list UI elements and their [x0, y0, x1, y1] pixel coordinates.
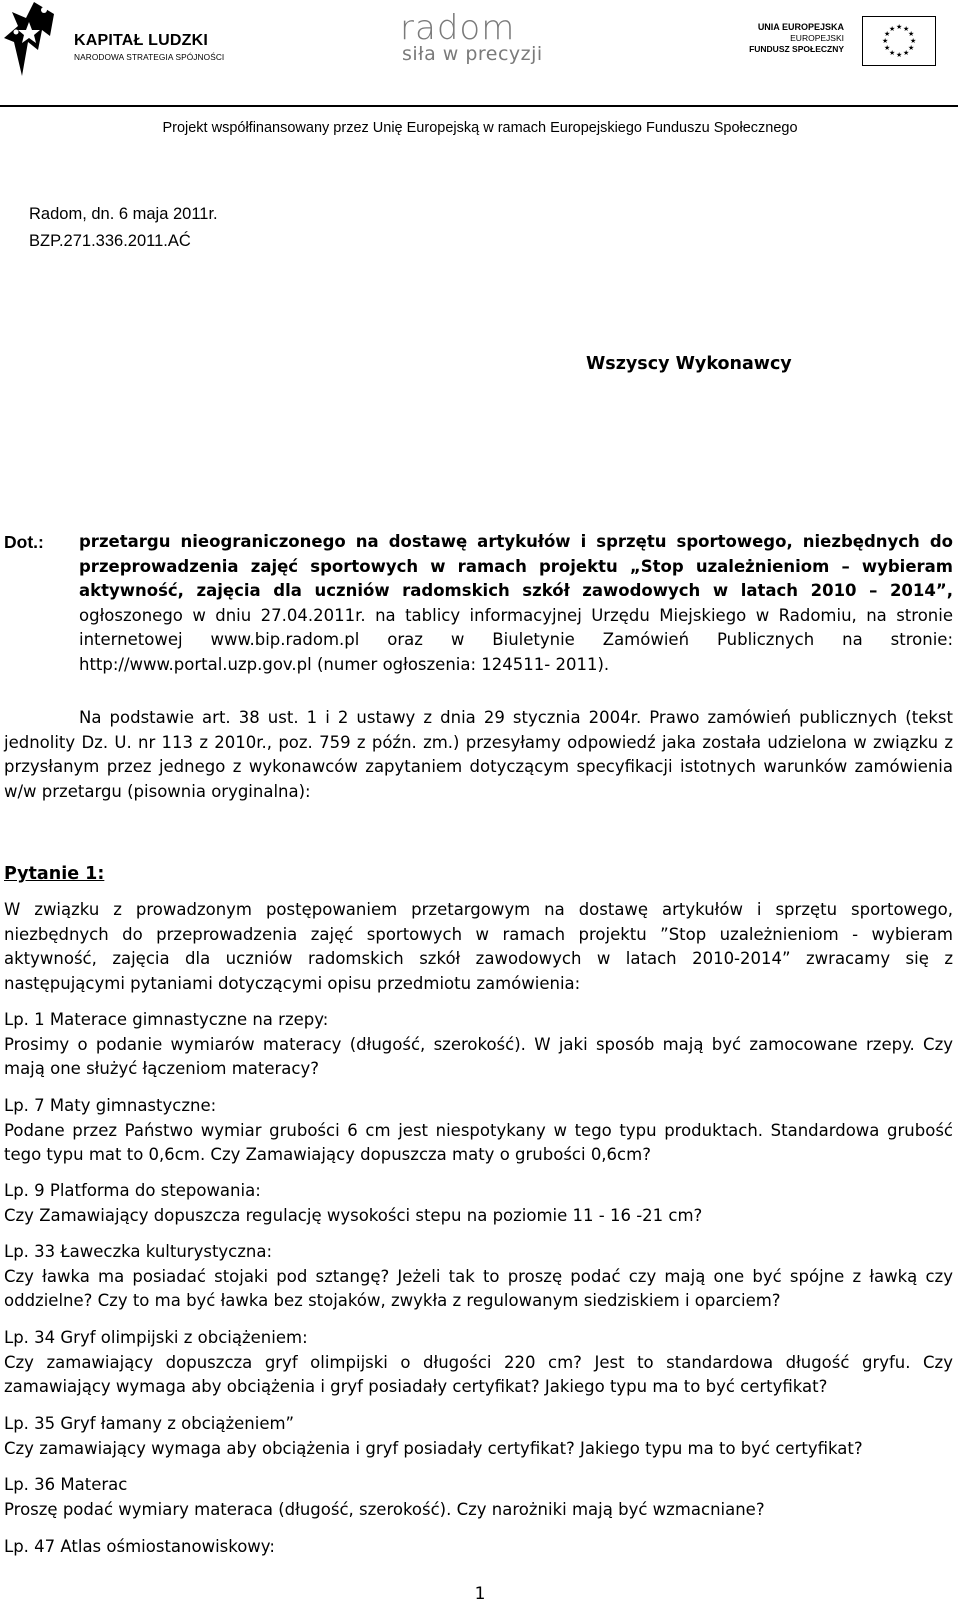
item-text: Prosimy o podanie wymiarów materacy (długość, szerokość). W jaki sposób mają być zamocowane rzepy. Czy mają one służyć łączeniom materacy?	[4, 1034, 953, 1078]
eu-line1: UNIA EUROPEJSKA	[757, 22, 844, 32]
svg-text:★: ★	[882, 37, 889, 45]
item-text: Czy zamawiający wymaga aby obciążenia i gryf posiadały certyfikat? Jakiego typu ma to być certyfikat?	[4, 1438, 863, 1458]
list-item	[4, 1094, 953, 1168]
svg-text:★: ★	[884, 30, 891, 38]
svg-text:★: ★	[903, 49, 910, 57]
item-title: Lp. 35 Gryf łamany z obciążeniem”	[4, 1414, 295, 1433]
subject-rest: ogłoszonego w dniu 27.04.2011r. na tablicy informacyjnej Urzędu Miejskiego w Radomiu, na stronie internetowej www.bip.radom.pl oraz w Biuletynie Zamówień Publicznych na stronie: http://www.portal.uzp.gov.pl (numer ogłoszenia: 124511- 2011).	[79, 605, 953, 674]
eu-logo	[740, 16, 940, 72]
radom-tagline: siła w precyzji	[402, 43, 543, 65]
item-text: Czy ławka ma posiadać stojaki pod sztangę? Jeżeli tak to proszę podać czy mają one być spójne z ławką czy oddzielne? Czy to ma być ławka bez stojaków, zwykła z regulowanym siedziskiem i oparciem?	[4, 1266, 953, 1310]
reference-number: BZP.271.336.2011.AĆ	[29, 232, 191, 250]
item-title: Lp. 9 Platforma do stepowania:	[4, 1181, 261, 1200]
list-item	[4, 1240, 953, 1314]
list-item	[4, 1326, 953, 1400]
svg-text:★: ★	[910, 37, 917, 45]
eu-text	[749, 22, 844, 55]
item-title: Lp. 36 Materac	[4, 1475, 128, 1494]
svg-text:★: ★	[896, 23, 903, 31]
item-text: Czy Zamawiający dopuszcza regulację wysokości stepu na poziomie 11 - 16 -21 cm?	[4, 1205, 703, 1225]
svg-text:★: ★	[903, 25, 910, 33]
eu-line2: EUROPEJSKI	[790, 33, 844, 43]
list-item	[4, 1179, 953, 1228]
svg-text:★: ★	[908, 30, 915, 38]
basis-paragraph	[4, 706, 953, 804]
item-text: Proszę podać wymiary materaca (długość, szerokość). Czy narożniki mają być wzmacniane?	[4, 1499, 765, 1519]
eu-line3: FUNDUSZ SPOŁECZNY	[749, 44, 844, 54]
kapital-ludzki-emblem-icon	[4, 2, 54, 76]
item-title: Lp. 47 Atlas ośmiostanowiskowy:	[4, 1537, 275, 1556]
item-text: Czy zamawiający dopuszcza gryf olimpijski o długości 220 cm? Jest to standardowa długość gryfu. Czy zamawiający wymaga aby obciążenia i gryf posiadały certyfikat? Jakiego typu ma to być certyfikat?	[4, 1352, 953, 1396]
item-title: Lp. 33 Ławeczka kulturystyczna:	[4, 1242, 273, 1261]
recipient: Wszyscy Wykonawcy	[586, 354, 792, 374]
page-number: 1	[474, 1584, 486, 1604]
basis-text: Na podstawie art. 38 ust. 1 i 2 ustawy z dnia 29 stycznia 2004r. Prawo zamówień publicznych (tekst jednolity Dz. U. nr 113 z 2010r., poz. 759 z późn. zm.) przesyłamy odpowiedź jaka została udzielona w związku z przysłanym przez jednego z wykonawców zapytaniem dotyczącym specyfikacji istotnych warunków zamówienia w/w przetargu (pisownia oryginalna):	[4, 708, 953, 801]
item-title: Lp. 34 Gryf olimpijski z obciążeniem:	[4, 1328, 308, 1347]
subject-label: Dot.:	[4, 532, 44, 552]
svg-text:★: ★	[896, 51, 903, 59]
item-title: Lp. 1 Materace gimnastyczne na rzepy:	[4, 1010, 329, 1029]
radom-wordmark: radom	[400, 8, 516, 48]
eu-flag-icon	[862, 16, 936, 66]
kapital-ludzki-logo	[4, 2, 234, 78]
svg-text:★: ★	[884, 44, 891, 52]
list-item	[4, 1473, 953, 1522]
kapital-ludzki-title: KAPITAŁ LUDZKI	[74, 32, 209, 49]
subject-bold: przetargu nieograniczonego na dostawę artykułów i sprzętu sportowego, niezbędnych do przeprowadzenia zajęć sportowych w ramach projektu „Stop uzależnieniom – wybieram aktywność, zajęcia dla uczniów radomskich szkół zawodowych w latach 2010 – 2014”,	[79, 532, 953, 600]
svg-text:★: ★	[889, 49, 896, 57]
subject-paragraph	[79, 530, 953, 677]
item-title: Lp. 7 Maty gimnastyczne:	[4, 1096, 217, 1115]
item-text: Podane przez Państwo wymiar grubości 6 cm jest niespotykany w tego typu produktach. Standardowa grubość tego typu mat to 0,6cm. Czy Zamawiający dopuszcza maty o grubości 0,6cm?	[4, 1120, 953, 1164]
project-cofinancing-line: Projekt współfinansowany przez Unię Europejską w ramach Europejskiego Funduszu Społecznego	[162, 120, 798, 136]
list-item	[4, 1412, 953, 1461]
question-intro: W związku z prowadzonym postępowaniem przetargowym na dostawę artykułów i sprzętu sportowego, niezbędnych do przeprowadzenia zajęć sportowych w ramach projektu ”Stop uzależnieniom - wybieram aktywność, zajęcia dla uczniów radomskich szkół zawodowych w latach 2010-2014” zwracamy się z następującymi pytaniami dotyczącymi opisu przedmiotu zamówienia:	[4, 900, 953, 993]
list-item	[4, 1008, 953, 1082]
svg-text:★: ★	[889, 25, 896, 33]
question-heading: Pytanie 1:	[4, 864, 105, 884]
kapital-ludzki-subtitle: NARODOWA STRATEGIA SPÓJNOŚCI	[74, 52, 225, 62]
radom-logo	[400, 10, 560, 70]
list-item	[4, 1535, 953, 1560]
place-date: Radom, dn. 6 maja 2011r.	[29, 205, 218, 223]
header-rule	[0, 105, 958, 107]
svg-text:★: ★	[908, 44, 915, 52]
